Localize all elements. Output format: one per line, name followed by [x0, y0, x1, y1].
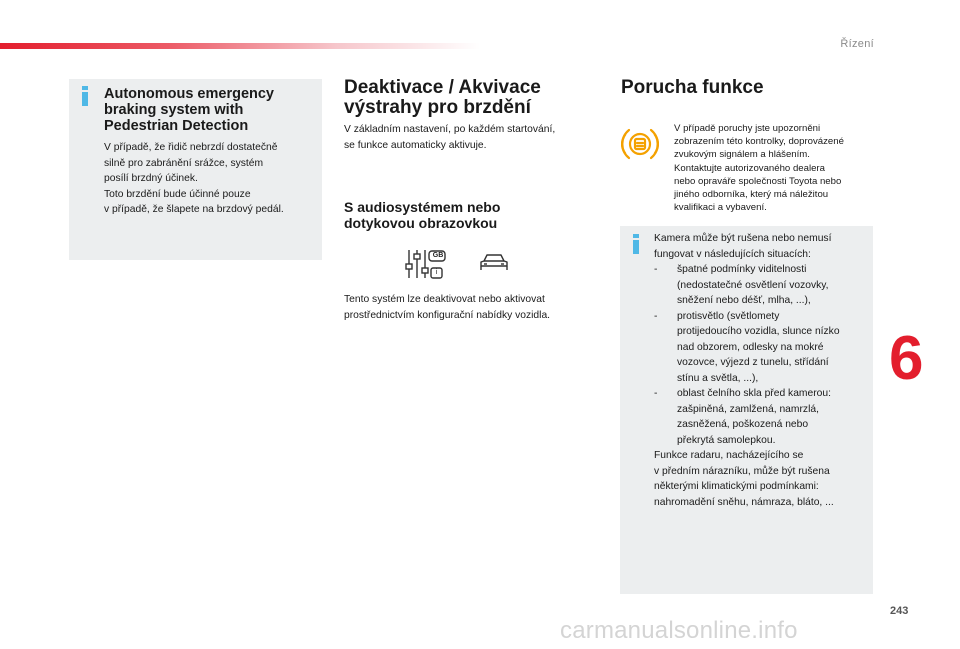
section-label: Řízení [840, 38, 874, 50]
audio-description: Tento systém lze deaktivovat nebo aktivovat prostřednictvím konfigurační nabídky vozidla. [344, 294, 551, 321]
aeb-description: V případě, že řidič nebrzdí dostatečně silně pro zabránění srážce, systém posílí brzdný účinek. Toto brzdění bude účinné pouze v případě, že šlapete na brzdový pedál. [104, 142, 284, 215]
car-icon [478, 252, 510, 274]
list-item: - protisvětlo (světlomety protijedoucího vozidla, slunce nízko nad obzorem, odlesky na mokré vozovce, výjezd z tunelu, střídání stínu a světla, ...), [654, 310, 840, 384]
aeb-title: Autonomous emergency braking system with Pedestrian Detection [104, 86, 274, 134]
page-number: 243 [890, 605, 909, 617]
info-icon [633, 234, 639, 254]
camera-conditions-list [654, 262, 868, 448]
info-icon [82, 86, 88, 106]
chapter-number: 6 [889, 324, 924, 393]
camera-intro: Kamera může být rušena nebo nemusí fungovat v následujících situacích: [654, 233, 832, 260]
malfunction-title: Porucha funkce [621, 77, 764, 98]
list-item: - oblast čelního skla před kamerou: zašpiněná, zamlžená, namrzlá, zasněžená, poškozená nebo překrytá samolepkou. [654, 388, 831, 446]
warning-description: V případě poruchy jste upozorněni zobrazením této kontrolky, doprovázené zvukovým signálem a hlášením. Kontaktujte autorizovaného dealera nebo opraváře společnosti Toyota nebo jiného odborníka, který má náležitou kvalifikaci a vybavení. [674, 123, 844, 214]
watermark: carmanualsonline.info [560, 617, 798, 644]
camera-description [654, 231, 868, 510]
radar-note: Funkce radaru, nacházejícího se v předním nárazníku, může být rušena některými klimatickými podmínkami: nahromadění sněhu, námraza, bláto, ... [654, 450, 834, 508]
deactivation-title: Deaktivace / Akvivace výstrahy pro brzdění [344, 77, 541, 118]
warning-lamp-icon [621, 126, 659, 162]
audio-subtitle: S audiosystémem nebo dotykovou obrazovkou [344, 199, 501, 231]
deactivation-description: V základním nastavení, po každém startování, se funkce automaticky aktivuje. [344, 124, 556, 151]
settings-badge-label: GB [432, 252, 444, 259]
info-badge-label: i [435, 269, 438, 276]
header-color-bar [0, 43, 480, 49]
list-item: - špatné podmínky viditelnosti (nedostatečné osvětlení vozovky, sněžení nebo déšť, mlha, ...), [654, 264, 829, 306]
settings-sliders-icon [403, 248, 447, 280]
